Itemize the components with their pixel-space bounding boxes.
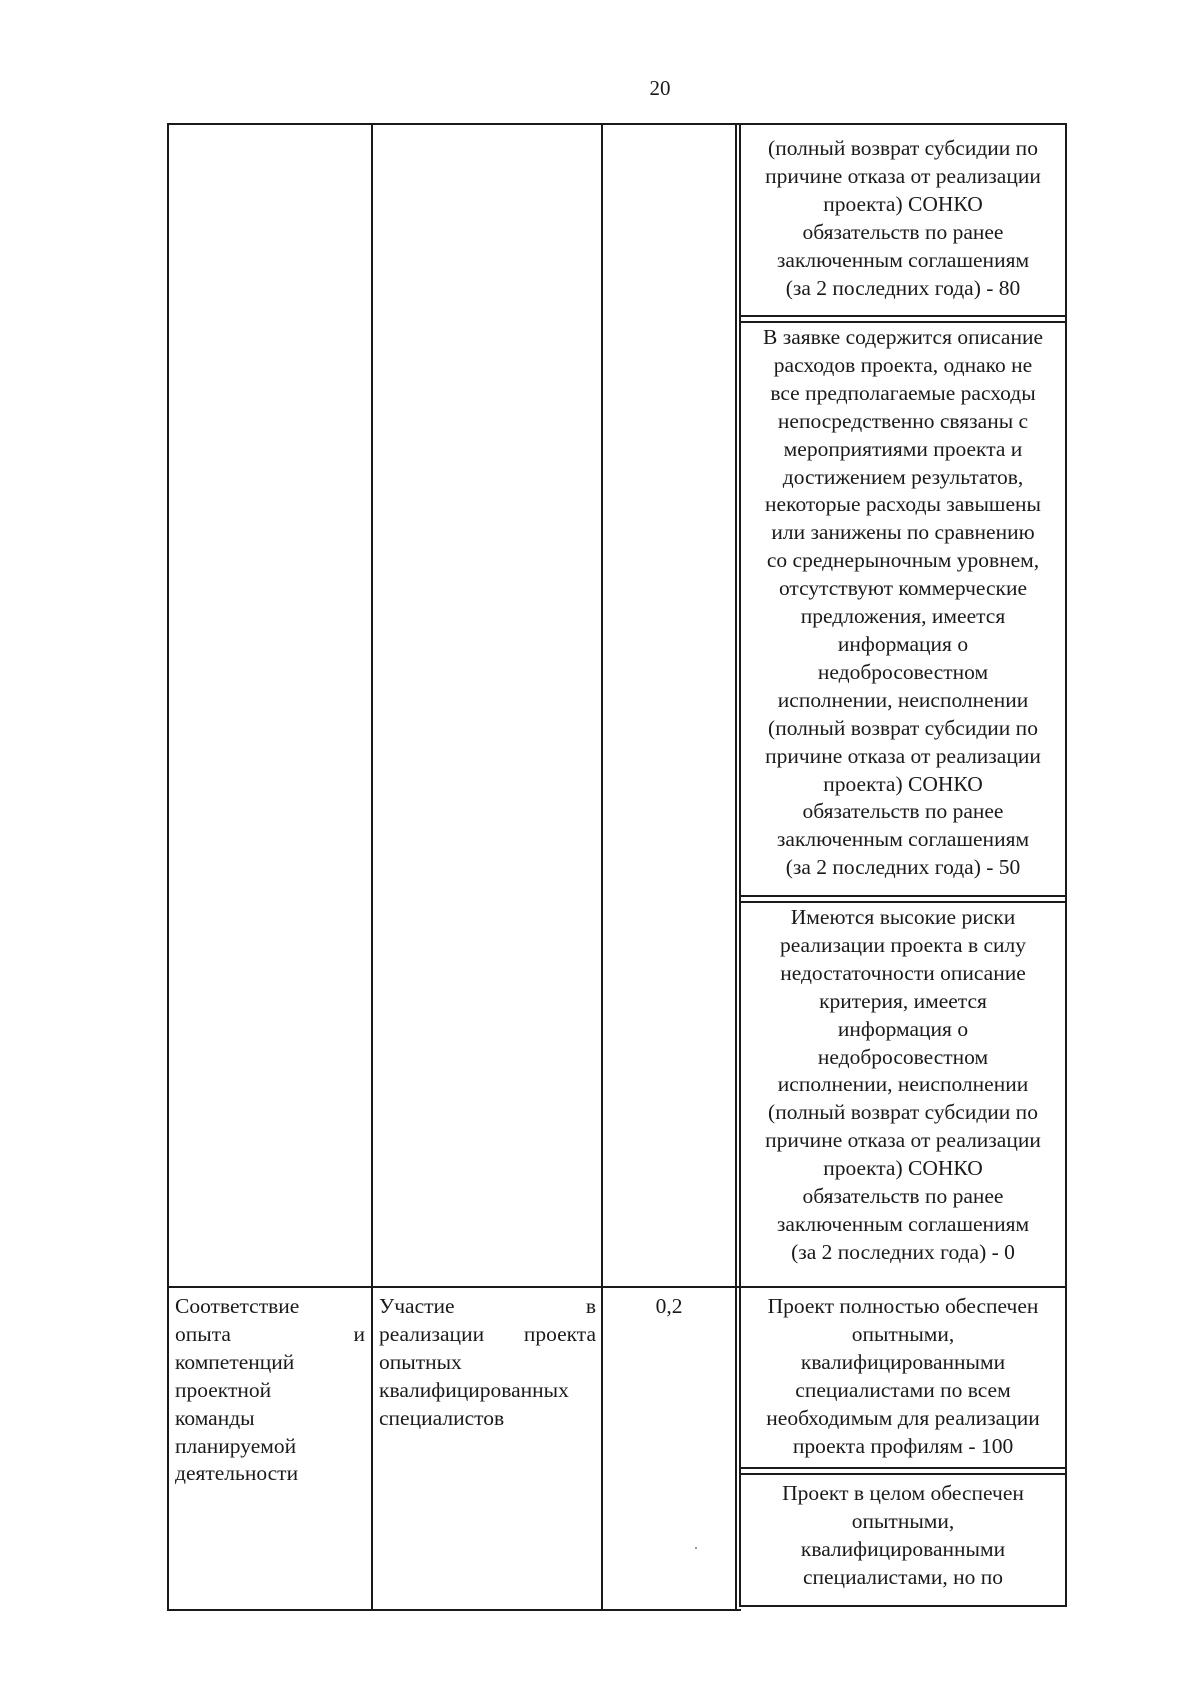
criteria-separator-5 bbox=[739, 1467, 1066, 1469]
text-line: мероприятиями проекта и bbox=[783, 436, 1023, 461]
text-line: (за 2 последних года) - 50 bbox=[785, 855, 1021, 880]
table-border-right bbox=[1065, 123, 1067, 1607]
text-line: обязательств по ранее bbox=[802, 1184, 1004, 1209]
text-line: (полный возврат субсидии по bbox=[768, 1100, 1038, 1125]
criterion-description-80 bbox=[741, 135, 1065, 302]
text-line: исполнении, неисполнении bbox=[777, 1072, 1029, 1097]
text-line: обязательств по ранее bbox=[802, 219, 1004, 244]
text-line: (за 2 последних года) - 80 bbox=[785, 275, 1021, 300]
table-divider-2 bbox=[601, 123, 603, 1611]
text-line: Проект полностью обеспечен bbox=[767, 1294, 1039, 1318]
text-line: проекта профилям - 100 bbox=[792, 1433, 1014, 1458]
text-line: причине отказа от реализации bbox=[765, 743, 1041, 768]
text-line: причине отказа от реализации bbox=[765, 163, 1041, 188]
text-line: Соответствие bbox=[175, 1294, 300, 1318]
row-separator bbox=[167, 1286, 1066, 1288]
text-line: проекта) СОНКО bbox=[823, 1156, 983, 1181]
page-number: 20 bbox=[649, 76, 671, 100]
table-border-bottom bbox=[167, 1609, 741, 1611]
text-line: компетенций bbox=[175, 1349, 295, 1374]
text-line: все предполагаемые расходы bbox=[770, 380, 1036, 405]
text-line: заключенным соглашениям bbox=[776, 827, 1030, 852]
table-divider-1 bbox=[371, 123, 373, 1611]
text-line: информация о bbox=[837, 1016, 969, 1041]
text-line: планируемой bbox=[175, 1433, 297, 1458]
text-line: опытных bbox=[379, 1349, 462, 1374]
text-line: проекта) СОНКО bbox=[823, 771, 983, 796]
text-line: заключенным соглашениям bbox=[776, 247, 1030, 272]
text-line: причине отказа от реализации bbox=[765, 1128, 1041, 1153]
criteria-separator-6 bbox=[739, 1473, 1066, 1475]
text-word: проекта bbox=[523, 1321, 596, 1346]
text-line: необходимым для реализации bbox=[766, 1405, 1040, 1430]
text-line: некоторые расходы завышены bbox=[765, 492, 1041, 517]
text-line: проекта) СОНКО bbox=[823, 191, 983, 216]
text-line: (за 2 последних года) - 0 bbox=[791, 1239, 1015, 1264]
criterion-description-50 bbox=[741, 324, 1065, 882]
text-line: обязательств по ранее bbox=[802, 799, 1004, 824]
text-word: в bbox=[585, 1294, 596, 1318]
table-border-left bbox=[167, 123, 169, 1611]
text-line: В заявке содержится описание bbox=[762, 325, 1043, 349]
text-line: недостаточности описание bbox=[780, 960, 1026, 985]
text-line: проектной bbox=[175, 1377, 272, 1402]
text-line: критерия, имеется bbox=[819, 988, 987, 1013]
text-line: Проект в целом обеспечен bbox=[782, 1481, 1024, 1505]
text-line: квалифицированными bbox=[800, 1349, 1006, 1374]
weight-value: 0,2 bbox=[655, 1294, 683, 1318]
text-line bbox=[175, 1321, 365, 1349]
criteria-separator-1 bbox=[739, 315, 1066, 317]
criterion-description-100 bbox=[741, 1293, 1065, 1460]
criteria-table bbox=[167, 123, 1066, 1611]
text-line: опытными, bbox=[851, 1508, 955, 1533]
text-word: Участие bbox=[379, 1294, 455, 1318]
text-line: информация о bbox=[837, 631, 969, 656]
scan-speck bbox=[695, 1547, 697, 1549]
text-line: предложения, имеется bbox=[800, 604, 1006, 629]
text-word: опыта bbox=[175, 1321, 231, 1346]
criteria-separator-2 bbox=[739, 321, 1066, 323]
text-line: деятельности bbox=[175, 1461, 299, 1486]
text-line: специалистами по всем bbox=[795, 1377, 1011, 1402]
text-word: и bbox=[353, 1321, 365, 1346]
text-line: заключенным соглашениям bbox=[776, 1211, 1030, 1236]
text-line bbox=[379, 1293, 596, 1321]
text-line: реализации проекта в силу bbox=[779, 932, 1027, 957]
criterion-name bbox=[175, 1293, 365, 1488]
table-border-top bbox=[167, 123, 1066, 125]
text-line: Имеются высокие риски bbox=[790, 905, 1016, 929]
criteria-separator-3 bbox=[739, 895, 1066, 897]
table-border-right-bottom bbox=[739, 1605, 1066, 1607]
text-line: недобросовестном bbox=[817, 659, 989, 684]
criterion-description-0 bbox=[741, 904, 1065, 1267]
text-line: (полный возврат субсидии по bbox=[768, 136, 1038, 160]
text-line: отсутствуют коммерческие bbox=[778, 576, 1028, 601]
text-line bbox=[379, 1321, 596, 1349]
text-line: опытными, bbox=[851, 1321, 955, 1346]
text-line: расходов проекта, однако не bbox=[773, 352, 1033, 377]
table-divider-3 bbox=[735, 123, 737, 1611]
text-line: специалистов bbox=[379, 1405, 505, 1430]
text-line: квалифицированных bbox=[379, 1377, 569, 1402]
text-line: достижением результатов, bbox=[782, 464, 1024, 489]
criterion-description-partial bbox=[741, 1480, 1065, 1592]
text-line: (полный возврат субсидии по bbox=[768, 715, 1038, 740]
text-word: реализации bbox=[379, 1321, 485, 1346]
text-line: команды bbox=[175, 1405, 255, 1430]
text-line: квалифицированными bbox=[800, 1536, 1006, 1561]
text-line: или занижены по сравнению bbox=[771, 520, 1035, 545]
text-line: непосредственно связаны с bbox=[777, 408, 1029, 433]
criteria-separator-4 bbox=[739, 901, 1066, 903]
text-line: со среднерыночным уровнем, bbox=[766, 548, 1040, 573]
indicator-name bbox=[379, 1293, 596, 1433]
text-line: специалистами, но по bbox=[802, 1564, 1004, 1589]
text-line: недобросовестном bbox=[817, 1044, 989, 1069]
text-line: исполнении, неисполнении bbox=[777, 687, 1029, 712]
